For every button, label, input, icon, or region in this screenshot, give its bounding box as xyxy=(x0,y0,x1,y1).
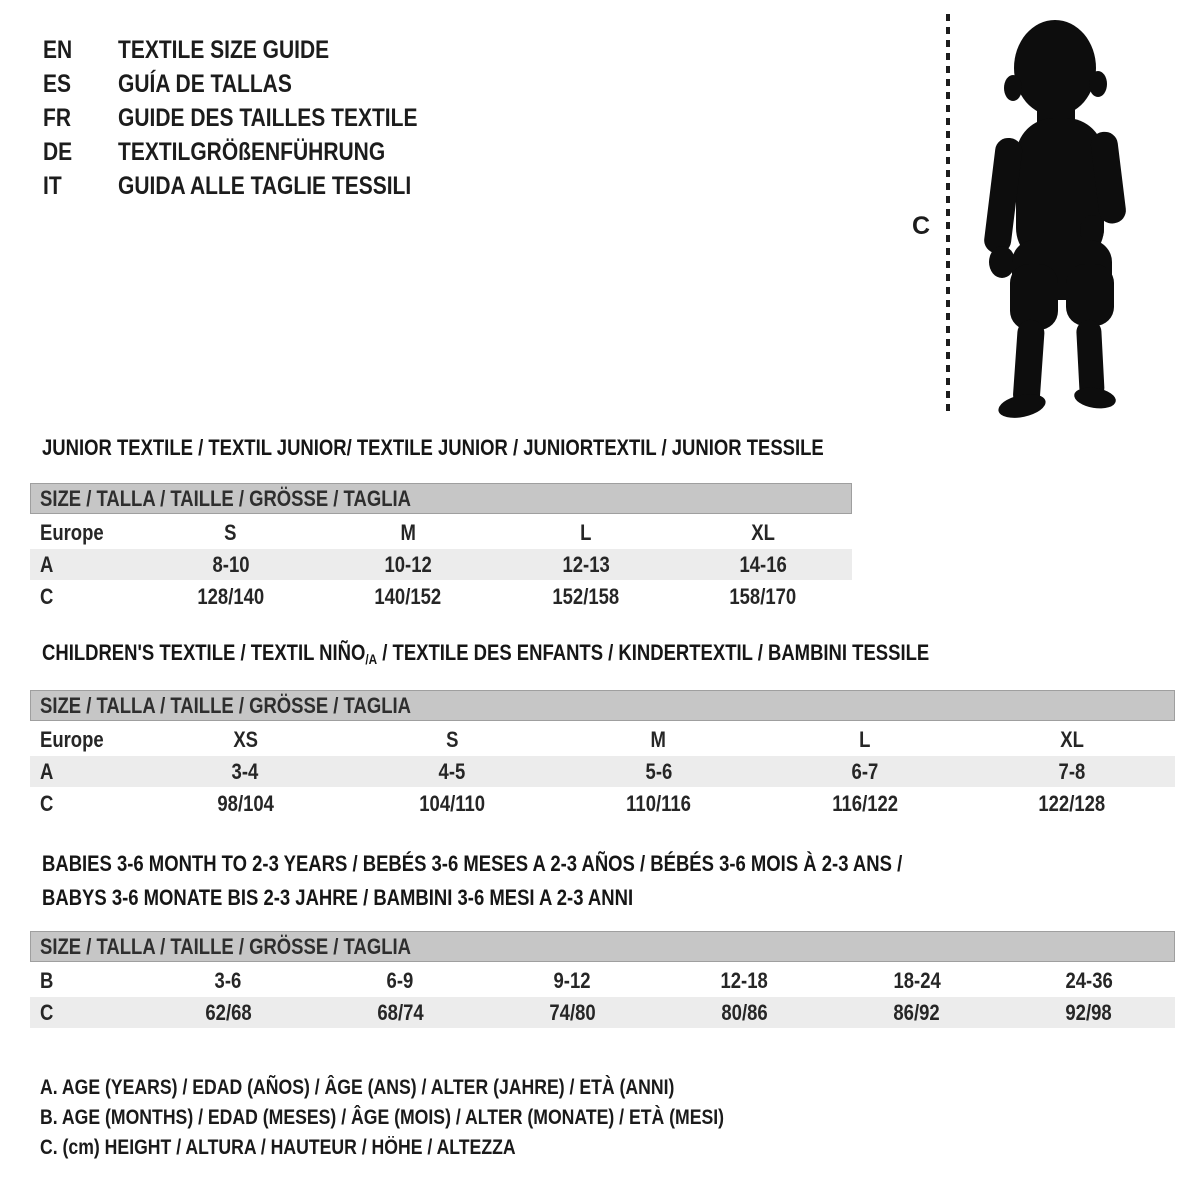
lang-code: FR xyxy=(43,103,71,132)
table-cell: 14-16 xyxy=(739,551,787,577)
table-cell: S xyxy=(445,726,459,752)
table-cell: 110/116 xyxy=(626,790,691,816)
height-measure-label: C xyxy=(912,212,931,240)
table-cell: 8-10 xyxy=(212,551,250,577)
table-cell: XL xyxy=(751,519,776,545)
legend xyxy=(40,1073,854,1163)
table-cell: 104/110 xyxy=(418,790,485,816)
table-row-c xyxy=(30,580,852,613)
table-cell: 18-24 xyxy=(893,967,941,993)
lang-code: ES xyxy=(43,69,72,98)
lang-row-es xyxy=(43,67,475,101)
lang-title: GUÍA DE TALLAS xyxy=(118,69,292,98)
table-cell: 68/74 xyxy=(377,999,424,1025)
title-text: / TEXTILE DES ENFANTS / KINDERTEXTIL / BAMBINI TESSILE xyxy=(377,640,930,665)
table-cell: 74/80 xyxy=(549,999,596,1025)
table-row-europe xyxy=(30,516,852,549)
title-text: CHILDREN'S TEXTILE / TEXTIL NIÑO xyxy=(42,640,366,665)
table-cell: 4-5 xyxy=(438,758,466,784)
legend-line-b: B. AGE (MONTHS) / EDAD (MESES) / ÂGE (MOIS) / ALTER (MONATE) / ETÀ (MESI) xyxy=(40,1106,725,1129)
table-row-c xyxy=(30,997,1175,1028)
lang-title: GUIDE DES TAILLES TEXTILE xyxy=(118,103,418,132)
table-cell: M xyxy=(400,519,416,545)
table-cell: 128/140 xyxy=(197,583,265,609)
row-label: C xyxy=(40,583,54,609)
lang-title: TEXTILE SIZE GUIDE xyxy=(118,35,330,64)
table-row-b xyxy=(30,964,1175,997)
table-cell: 3-4 xyxy=(231,758,259,784)
babies-size-table xyxy=(30,964,1175,1028)
row-label: B xyxy=(40,967,54,993)
section-title: JUNIOR TEXTILE / TEXTIL JUNIOR/ TEXTILE JUNIOR / JUNIORTEXTIL / JUNIOR TESSILE xyxy=(42,435,824,460)
row-label: C xyxy=(40,790,54,816)
table-row-a xyxy=(30,756,1175,787)
section-childrens-textile xyxy=(30,641,1175,820)
height-measure-line xyxy=(946,14,950,417)
lang-code: EN xyxy=(43,35,73,64)
table-cell: 6-9 xyxy=(386,967,414,993)
lang-code: IT xyxy=(43,171,62,200)
table-cell: 86/92 xyxy=(893,999,940,1025)
table-cell: 12-13 xyxy=(562,551,610,577)
section-title xyxy=(30,641,1175,665)
table-cell: XL xyxy=(1059,726,1084,752)
table-cell: 5-6 xyxy=(645,758,672,784)
table-cell: 9-12 xyxy=(553,967,591,993)
lang-row-fr xyxy=(43,101,475,135)
table-cell: 92/98 xyxy=(1065,999,1113,1025)
table-cell: M xyxy=(650,726,667,752)
row-label: C xyxy=(40,999,54,1025)
row-label: Europe xyxy=(40,726,104,752)
table-cell: 152/158 xyxy=(552,583,620,609)
lang-title: GUIDA ALLE TAGLIE TESSILI xyxy=(118,171,412,200)
table-cell: 98/104 xyxy=(217,790,274,816)
section-babies-textile xyxy=(30,847,1175,1028)
size-header-bar: SIZE / TALLA / TAILLE / GRÖSSE / TAGLIA xyxy=(30,690,1175,721)
table-cell: 116/122 xyxy=(832,790,898,816)
row-label: A xyxy=(40,551,54,577)
lang-row-de xyxy=(43,135,475,169)
lang-code: DE xyxy=(43,137,73,166)
title-line-1: BABIES 3-6 MONTH TO 2-3 YEARS / BEBÉS 3-6 MESES A 2-3 AÑOS / BÉBÉS 3-6 MOIS À 2-3 ANS / xyxy=(42,851,903,876)
table-cell: XS xyxy=(232,726,258,752)
table-row-a xyxy=(30,549,852,580)
lang-row-en xyxy=(43,33,475,67)
lang-row-it xyxy=(43,169,475,203)
junior-size-table xyxy=(30,516,852,613)
table-cell: S xyxy=(224,519,237,545)
children-size-table xyxy=(30,723,1175,820)
table-row-europe xyxy=(30,723,1175,756)
table-cell: 122/128 xyxy=(1038,790,1106,816)
lang-title: TEXTILGRÖßENFÜHRUNG xyxy=(118,137,386,166)
size-header-bar: SIZE / TALLA / TAILLE / GRÖSSE / TAGLIA xyxy=(30,931,1175,962)
table-cell: 158/170 xyxy=(729,583,797,609)
title-line-2: BABYS 3-6 MONATE BIS 2-3 JAHRE / BAMBINI 3-6 MESI A 2-3 ANNI xyxy=(42,885,634,910)
section-title xyxy=(30,847,1175,915)
table-cell: 6-7 xyxy=(851,758,879,784)
table-cell: 7-8 xyxy=(1058,758,1086,784)
table-cell: 62/68 xyxy=(204,999,252,1025)
table-cell: 24-36 xyxy=(1065,967,1113,993)
table-cell: L xyxy=(580,519,592,545)
legend-line-a: A. AGE (YEARS) / EDAD (AÑOS) / ÂGE (ANS) / ALTER (JAHRE) / ETÀ (ANNI) xyxy=(40,1076,675,1099)
table-cell: 12-18 xyxy=(720,967,769,993)
row-label: Europe xyxy=(40,519,104,545)
section-junior-textile xyxy=(30,436,852,613)
table-cell: 10-12 xyxy=(384,551,432,577)
table-row-c xyxy=(30,787,1175,820)
title-subscript: /A xyxy=(365,651,378,667)
language-title-list xyxy=(43,33,475,203)
size-header-bar: SIZE / TALLA / TAILLE / GRÖSSE / TAGLIA xyxy=(30,483,852,514)
legend-line-c: C. (cm) HEIGHT / ALTURA / HAUTEUR / HÖHE / ALTEZZA xyxy=(40,1136,516,1159)
toddler-silhouette-icon xyxy=(962,12,1142,422)
table-cell: 3-6 xyxy=(214,967,242,993)
table-cell: 80/86 xyxy=(721,999,768,1025)
table-cell: 140/152 xyxy=(374,583,442,609)
row-label: A xyxy=(40,758,54,784)
table-cell: L xyxy=(859,726,871,752)
